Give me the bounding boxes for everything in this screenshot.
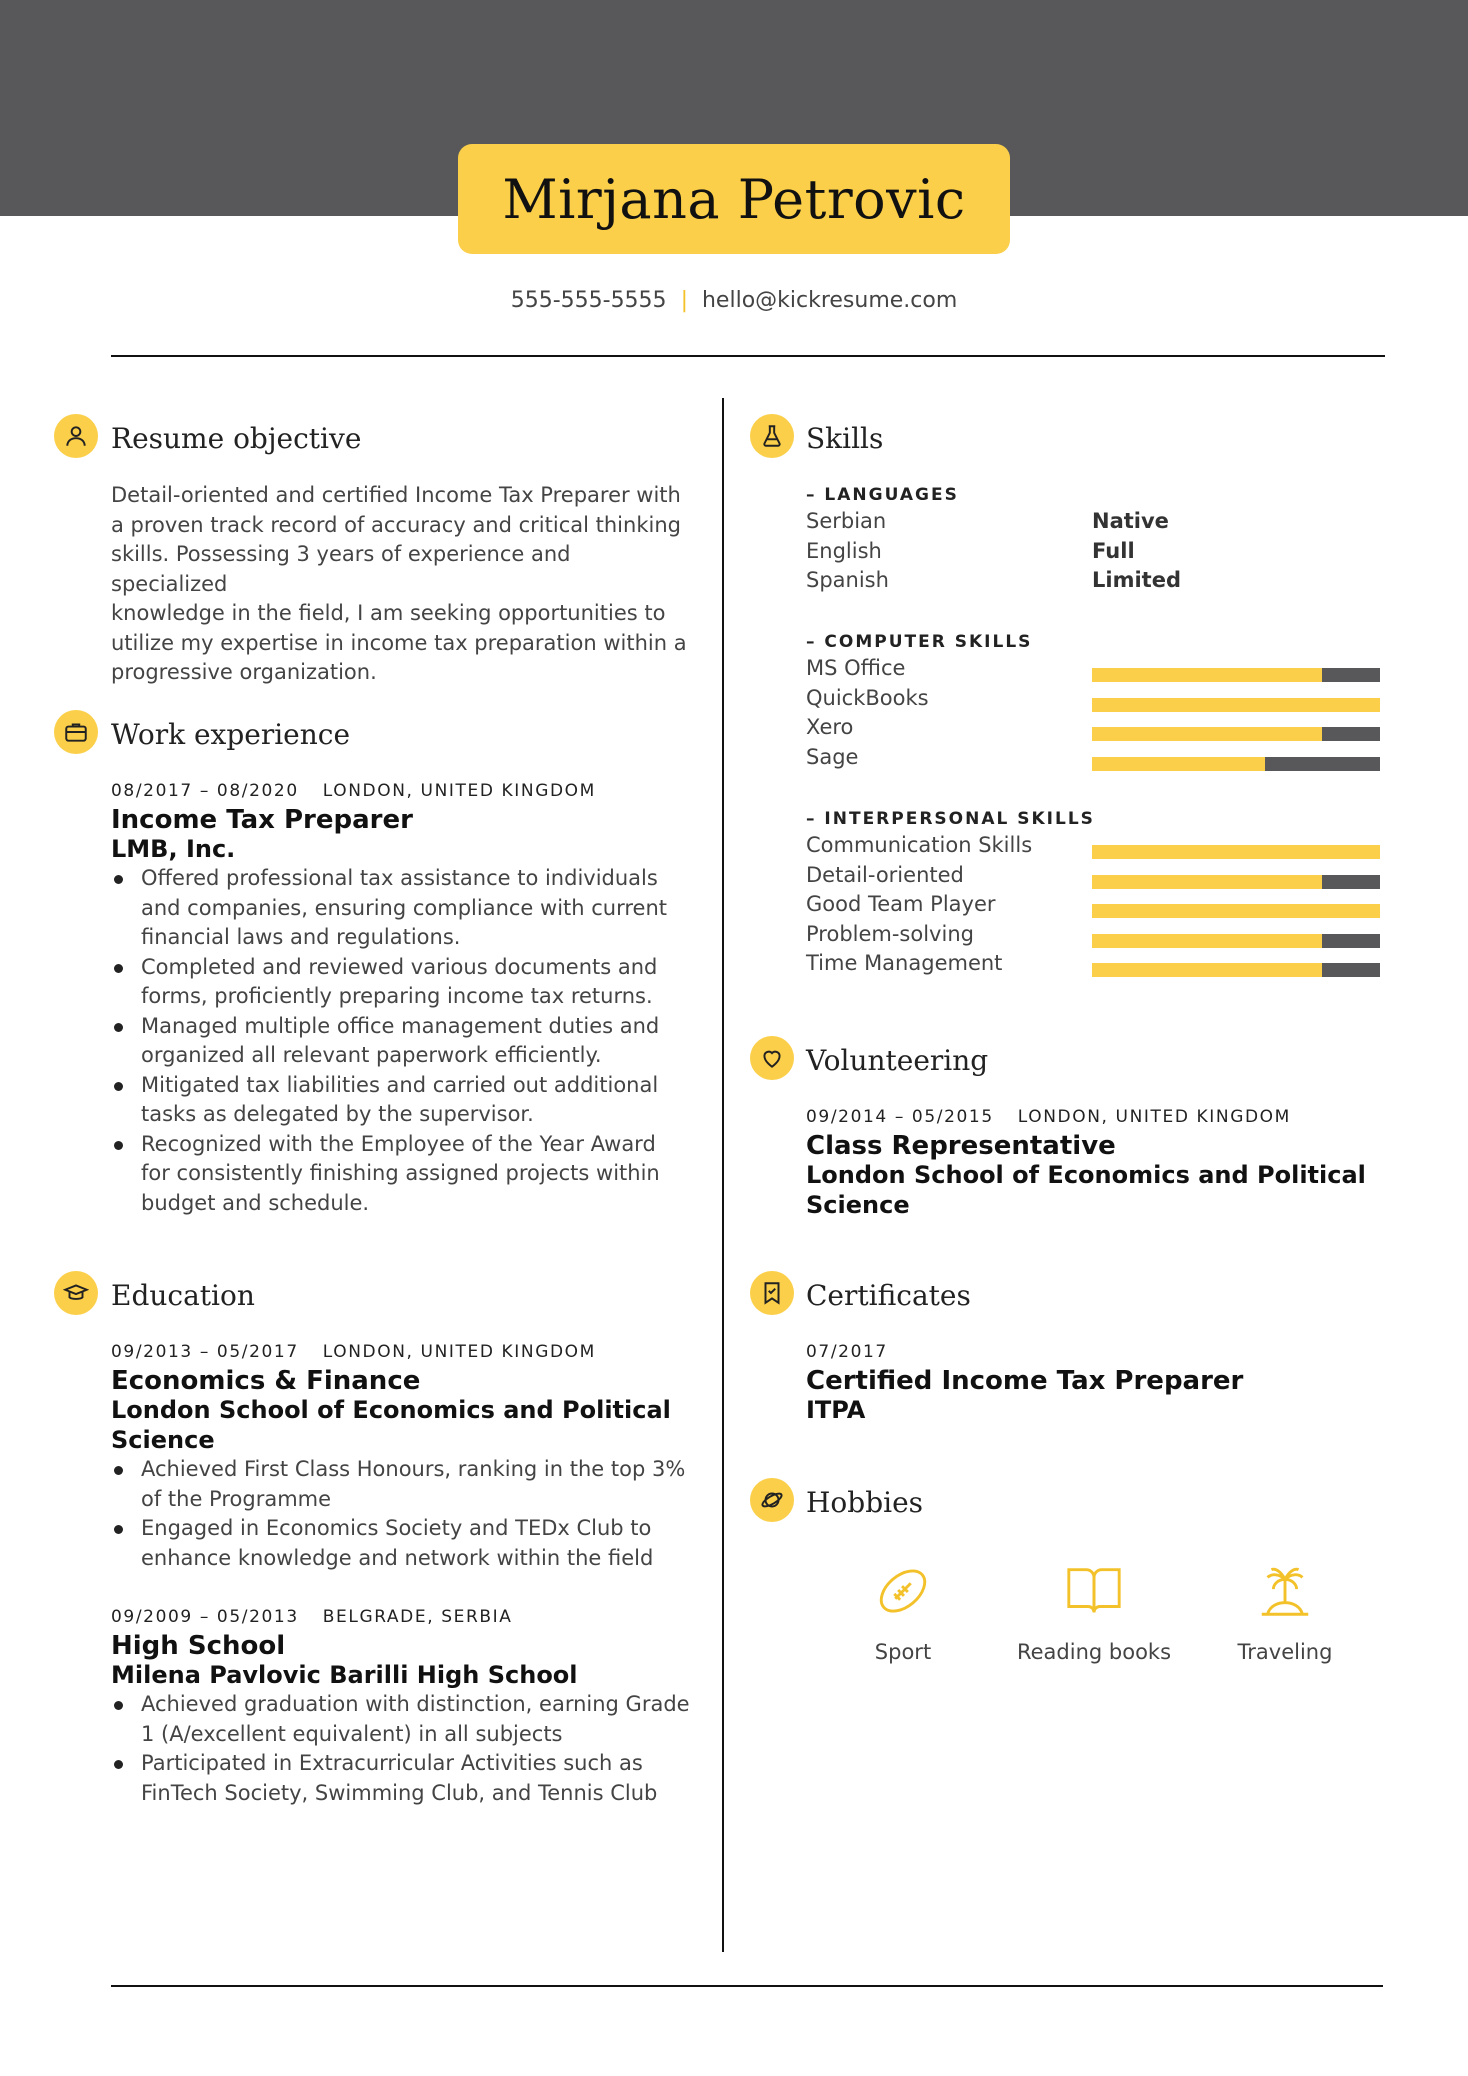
email[interactable]: hello@kickresume.com (701, 288, 958, 313)
language-level: Native (1092, 509, 1169, 533)
hobby-item (1009, 1560, 1179, 1664)
list-item (111, 864, 711, 953)
interpersonal-skill-row (806, 951, 1382, 981)
skill-bar (1092, 963, 1380, 977)
bullet-line: for consistently finishing assigned projects within (141, 1161, 660, 1185)
skill-bar (1092, 934, 1380, 948)
bullet-line: and companies, ensuring compliance with current (141, 895, 668, 920)
objective-line: a proven track record of accuracy and critical thinking (111, 512, 681, 537)
objective-line: knowledge in the field, I am seeking opportunities to (111, 601, 666, 625)
education-dates: 09/2013 – 05/2017 (111, 1342, 299, 1362)
bullet-line: Mitigated tax liabilities and carried out additional (141, 1072, 659, 1097)
palm-island-icon (1254, 1560, 1316, 1622)
skill-bar (1092, 875, 1380, 889)
contact-line (0, 288, 1468, 313)
bullet-line: 1 (A/excellent equivalent) in all subjects (141, 1721, 563, 1746)
planet-icon (750, 1478, 794, 1522)
education-dates: 09/2009 – 05/2013 (111, 1607, 299, 1627)
list-item (111, 1690, 711, 1749)
job-bullets (111, 864, 711, 1218)
interpersonal-skill-row (806, 922, 1382, 952)
list-item (111, 1514, 711, 1573)
skill-bar-fill (1092, 698, 1380, 712)
education-degree: High School (111, 1631, 286, 1661)
bullet-line: Managed multiple office management duties and (141, 1013, 660, 1038)
bullet-line: financial laws and regulations. (141, 925, 461, 949)
skill-bar (1092, 668, 1380, 682)
list-item (111, 1012, 711, 1071)
person-icon (54, 414, 98, 458)
skill-name: Communication Skills (806, 833, 1033, 857)
skill-bar-fill (1092, 963, 1322, 977)
objective-line: utilize my expertise in income tax preparation within a (111, 630, 687, 655)
bullet-line: FinTech Society, Swimming Club, and Tennis Club (141, 1780, 658, 1805)
bullet-line: forms, proficiently preparing income tax returns. (141, 984, 653, 1008)
bullet-line: organized all relevant paperwork efficiently. (141, 1043, 602, 1067)
computer-skill-row (806, 686, 1382, 716)
interpersonal-skill-row (806, 892, 1382, 922)
bullet-line: Achieved graduation with distinction, earning Grade (141, 1692, 690, 1716)
education-school (111, 1396, 711, 1455)
objective-line: Detail-oriented and certified Income Tax Preparer with (111, 483, 681, 507)
bullet-line: budget and schedule. (141, 1190, 370, 1215)
phone[interactable]: 555-555-5555 (510, 288, 667, 313)
certificate-date: 07/2017 (806, 1342, 888, 1362)
bullet-line: enhance knowledge and network within the field (141, 1545, 654, 1570)
objective-text (111, 481, 691, 688)
volunteering-org (806, 1161, 1376, 1220)
skill-bar (1092, 845, 1380, 859)
list-item (111, 1130, 711, 1219)
certificates-title: Certificates (806, 1279, 971, 1312)
skill-bar-fill (1092, 668, 1322, 682)
job-role: Income Tax Preparer (111, 805, 413, 835)
objective-line: progressive organization. (111, 660, 377, 684)
work-title: Work experience (111, 718, 351, 751)
column-divider (722, 398, 724, 1952)
language-name: Serbian (806, 509, 887, 533)
skill-name: MS Office (806, 656, 906, 680)
name-badge (458, 144, 1010, 254)
job-location: LONDON, UNITED KINGDOM (322, 781, 596, 801)
language-level: Limited (1092, 568, 1181, 592)
education-title: Education (111, 1279, 255, 1312)
bottom-divider (111, 1985, 1383, 1987)
skill-name: Sage (806, 745, 859, 769)
language-name: Spanish (806, 568, 889, 592)
language-level: Full (1092, 539, 1135, 563)
graduation-cap-icon (54, 1271, 98, 1315)
computer-skill-row (806, 715, 1382, 745)
objective-title: Resume objective (111, 422, 362, 455)
interpersonal-skill-row (806, 833, 1382, 863)
education-meta (111, 1342, 596, 1362)
hobby-label: Reading books (1016, 1640, 1172, 1664)
school-line: London School of Economics and Political (111, 1396, 671, 1424)
volunteering-location: LONDON, UNITED KINGDOM (1017, 1107, 1291, 1127)
bullet-line: of the Programme (141, 1486, 332, 1511)
list-item (111, 1455, 711, 1514)
education-school (111, 1661, 578, 1691)
skill-bar-fill (1092, 875, 1322, 889)
list-item (111, 1749, 711, 1808)
hobby-label: Sport (874, 1640, 932, 1664)
skill-name: Problem-solving (806, 922, 974, 946)
computer-skill-row (806, 745, 1382, 775)
languages-heading: – LANGUAGES (806, 485, 959, 505)
bullet-line: tasks as delegated by the supervisor. (141, 1102, 534, 1126)
bullet-line: Recognized with the Employee of the Year Award (141, 1131, 656, 1156)
certificate-issuer: ITPA (806, 1396, 866, 1424)
language-row (806, 509, 1382, 539)
hobbies-title: Hobbies (806, 1486, 924, 1519)
education-meta (111, 1607, 512, 1627)
bullet-line: Achieved First Class Honours, ranking in the top 3% (141, 1457, 686, 1481)
bullet-line: Offered professional tax assistance to individuals (141, 866, 658, 890)
open-book-icon (1063, 1560, 1125, 1622)
skill-bar-fill (1092, 904, 1380, 918)
bullet-line: Completed and reviewed various documents and (141, 954, 658, 979)
volunteering-meta (806, 1107, 1291, 1127)
language-row (806, 539, 1382, 569)
skill-name: Time Management (806, 951, 1003, 975)
interpersonal-skill-row (806, 863, 1382, 893)
skill-bar (1092, 698, 1380, 712)
job-meta (111, 781, 596, 801)
bullet-line: Participated in Extracurricular Activities such as (141, 1751, 643, 1775)
top-divider (111, 355, 1385, 357)
skill-name: Xero (806, 715, 854, 739)
skill-name: Good Team Player (806, 892, 996, 916)
skill-name: Detail-oriented (806, 863, 964, 887)
hobby-label: Traveling (1237, 1640, 1333, 1664)
bullet-line: Engaged in Economics Society and TEDx Club to (141, 1516, 652, 1540)
volunteering-dates: 09/2014 – 05/2015 (806, 1107, 994, 1127)
skill-name: QuickBooks (806, 686, 929, 710)
skill-bar-fill (1092, 727, 1322, 741)
school-line: Science (111, 1425, 215, 1454)
org-line: Science (806, 1190, 910, 1219)
volunteering-title: Volunteering (806, 1044, 989, 1077)
list-item (111, 1071, 711, 1130)
interpersonal-skills-heading: – INTERPERSONAL SKILLS (806, 809, 1095, 829)
hobby-item (1200, 1560, 1370, 1664)
computer-skills-heading: – COMPUTER SKILLS (806, 632, 1033, 652)
contact-separator: | (680, 288, 688, 313)
briefcase-icon (54, 710, 98, 754)
football-icon (872, 1560, 934, 1622)
education-bullets (111, 1455, 711, 1573)
job-company: LMB, Inc. (111, 835, 236, 863)
skill-bar-fill (1092, 845, 1380, 859)
school-line: Milena Pavlovic Barilli High School (111, 1661, 578, 1689)
bookmark-check-icon (750, 1271, 794, 1315)
heart-icon (750, 1036, 794, 1080)
objective-line: skills. Possessing 3 years of experience and specialized (111, 542, 571, 596)
org-line: London School of Economics and Political (806, 1161, 1366, 1189)
language-row (806, 568, 1382, 598)
skill-bar-fill (1092, 934, 1322, 948)
education-bullets (111, 1690, 711, 1808)
skill-bar-fill (1092, 757, 1265, 771)
job-dates: 08/2017 – 08/2020 (111, 781, 299, 801)
volunteering-role: Class Representative (806, 1131, 1116, 1161)
skill-bar (1092, 757, 1380, 771)
skill-bar (1092, 904, 1380, 918)
education-degree: Economics & Finance (111, 1366, 421, 1396)
candidate-name: Mirjana Petrovic (502, 167, 966, 231)
education-location: LONDON, UNITED KINGDOM (322, 1342, 596, 1362)
hobby-item (818, 1560, 988, 1664)
skill-bar (1092, 727, 1380, 741)
education-location: BELGRADE, SERBIA (322, 1607, 513, 1627)
flask-icon (750, 414, 794, 458)
list-item (111, 953, 711, 1012)
language-name: English (806, 539, 882, 563)
certificate-name: Certified Income Tax Preparer (806, 1366, 1244, 1396)
skills-title: Skills (806, 422, 884, 455)
computer-skill-row (806, 656, 1382, 686)
